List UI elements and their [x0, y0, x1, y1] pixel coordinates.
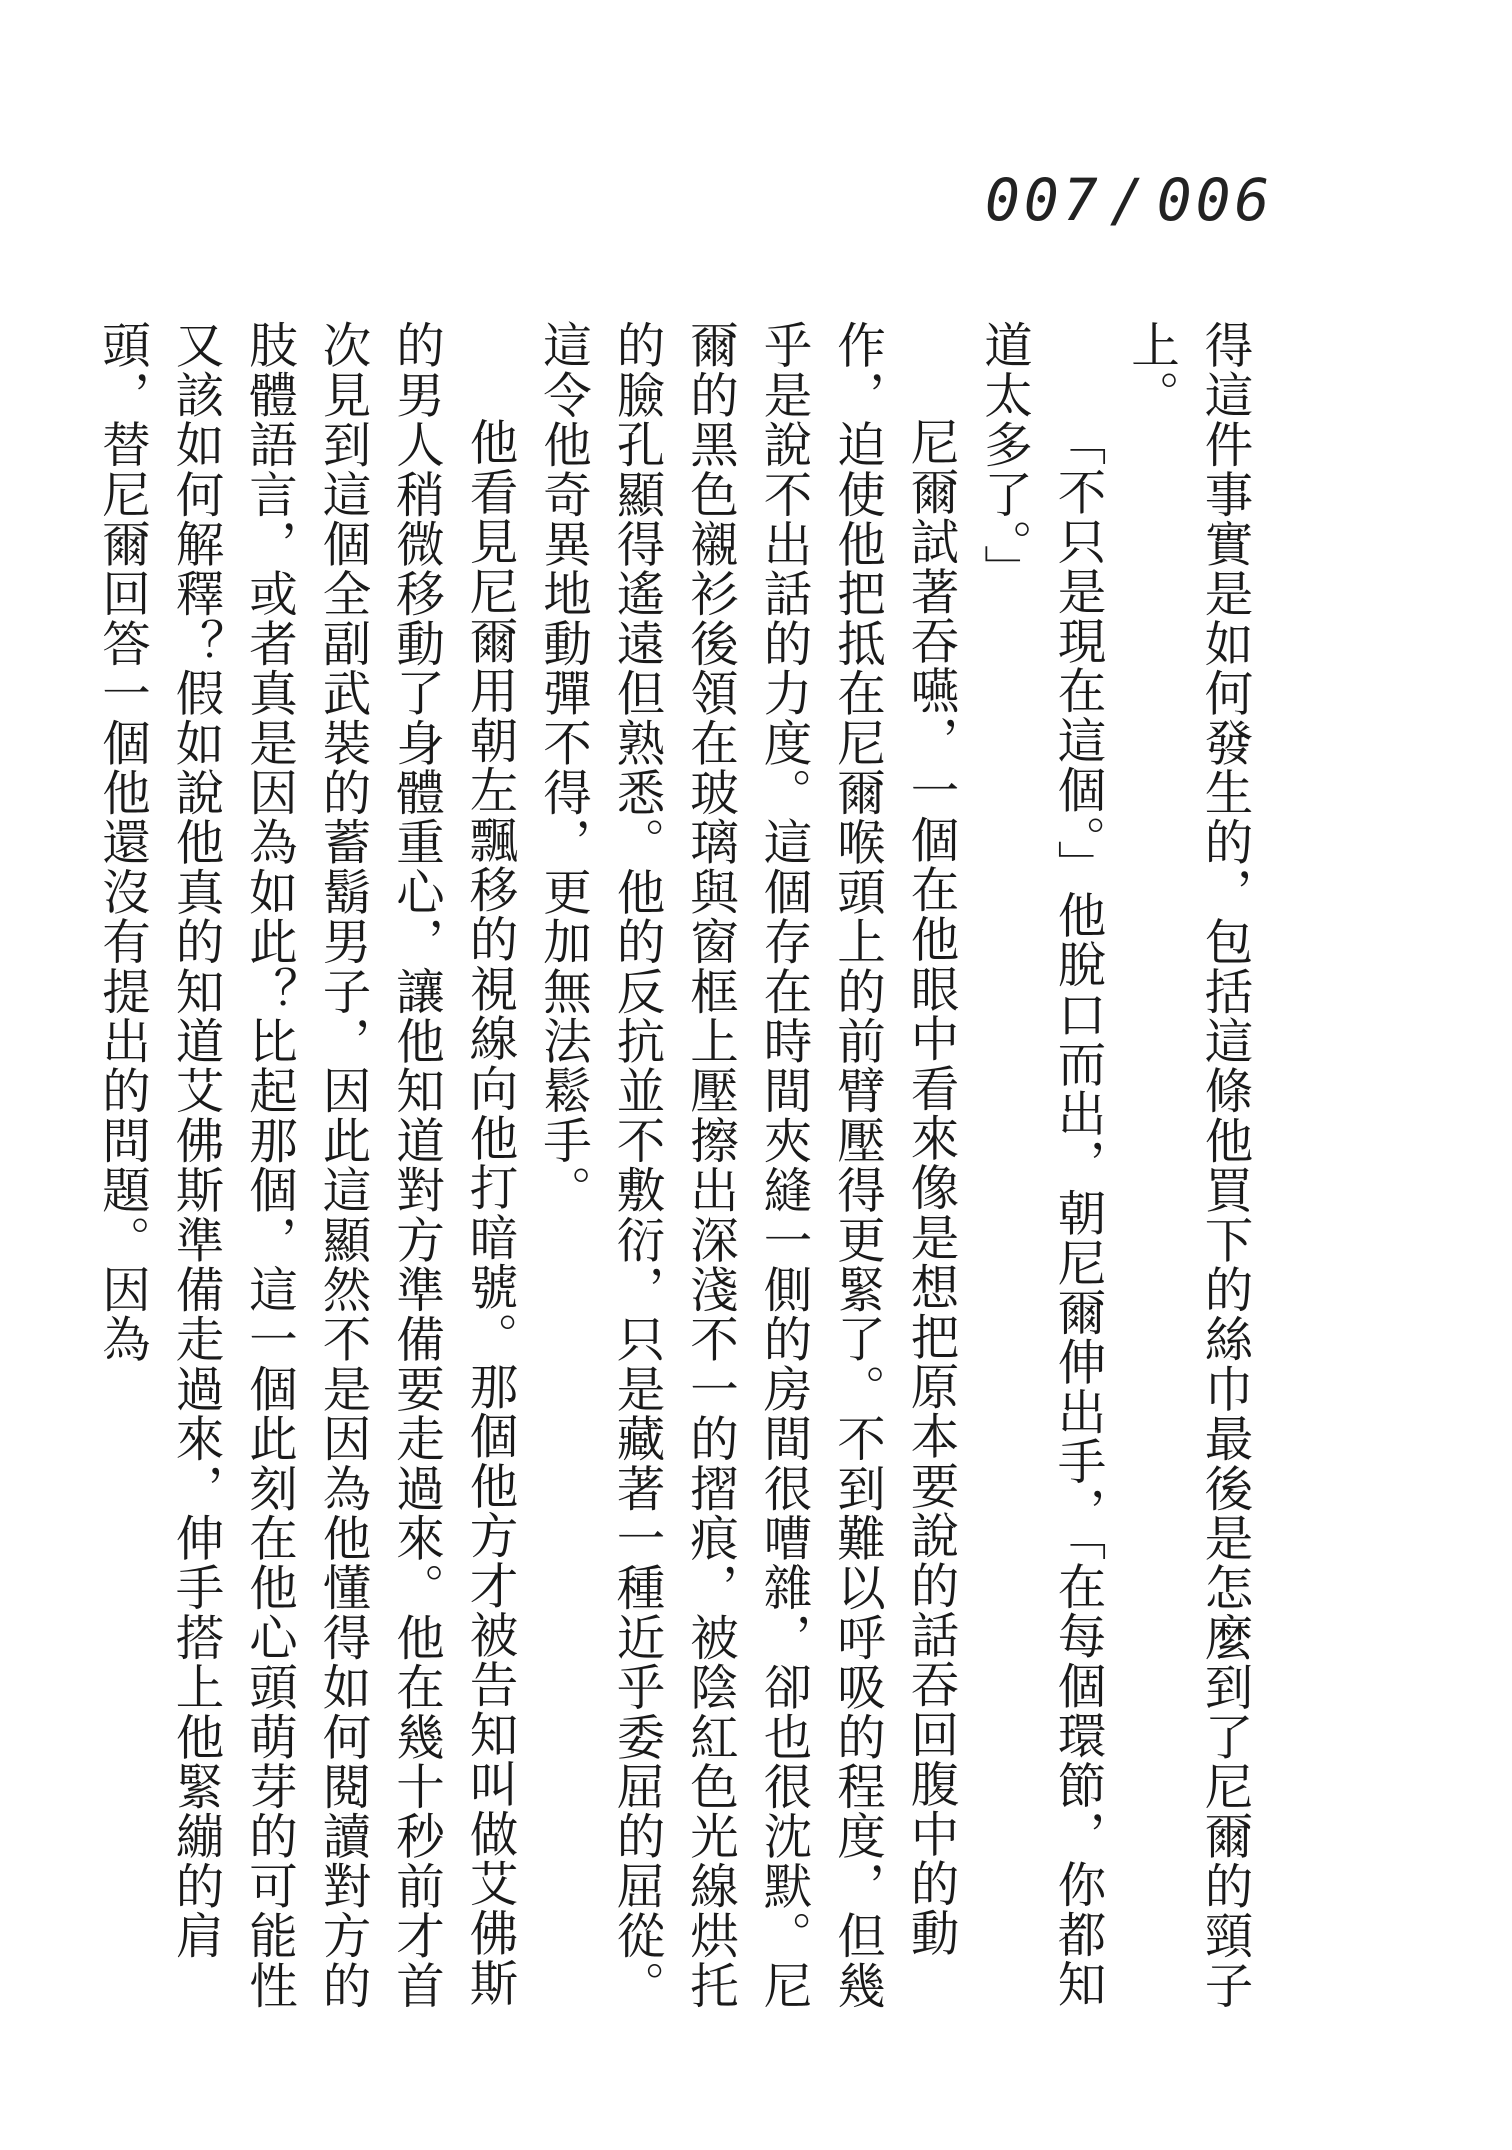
paragraph: 得這件事實是如何發生的，包括這條他買下的絲巾最後是怎麼到了尼爾的頸子上。: [1122, 320, 1252, 2010]
paragraph: 「不只是現在這個。」他脫口而出，朝尼爾伸出手，「在每個環節，你都知道太多了。」: [975, 320, 1105, 2009]
page-number: [985, 166, 1274, 234]
page-number-separator: /: [1109, 166, 1149, 234]
body-text: [93, 320, 1260, 2040]
paragraph: 尼爾試著吞嚥，一個在他眼中看來像是想把原本要說的話吞回腹中的動作，迫使他把抵在尼爾喉頭上的前臂壓得更緊了。不到難以呼吸的程度，但幾乎是說不出話的力度。這個存在時間夾縫一側的房間很嘈雜，卻也很沈默。尼爾的黑色襯衫後領在玻璃與窗框上壓擦出深淺不一的摺痕，被陰紅色光線烘托的臉孔顯得遙遠但熟悉。他的反抗並不敷衍，只是藏著一種近乎委屈的屈從。這令他奇異地動彈不得，更加無法鬆手。: [534, 320, 958, 2010]
paragraph: 他看見尼爾用朝左飄移的視線向他打暗號。那個他方才被告知叫做艾佛斯的男人稍微移動了身體重心，讓他知道對方準備要走過來。他在幾十秒前才首次見到這個全副武裝的蓄鬍男子，因此這顯然不是因為他懂得如何閱讀對方的肢體語言，或者真是因為如此？比起那個，這一個此刻在他心頭萌芽的可能性又該如何解釋？假如說他真的知道艾佛斯準備走過來，伸手搭上他緊繃的肩頭，替尼爾回答一個他還沒有提出的問題。因為: [93, 320, 517, 2010]
page-number-total: 006: [1156, 166, 1274, 234]
page-number-current: 007: [985, 166, 1102, 234]
